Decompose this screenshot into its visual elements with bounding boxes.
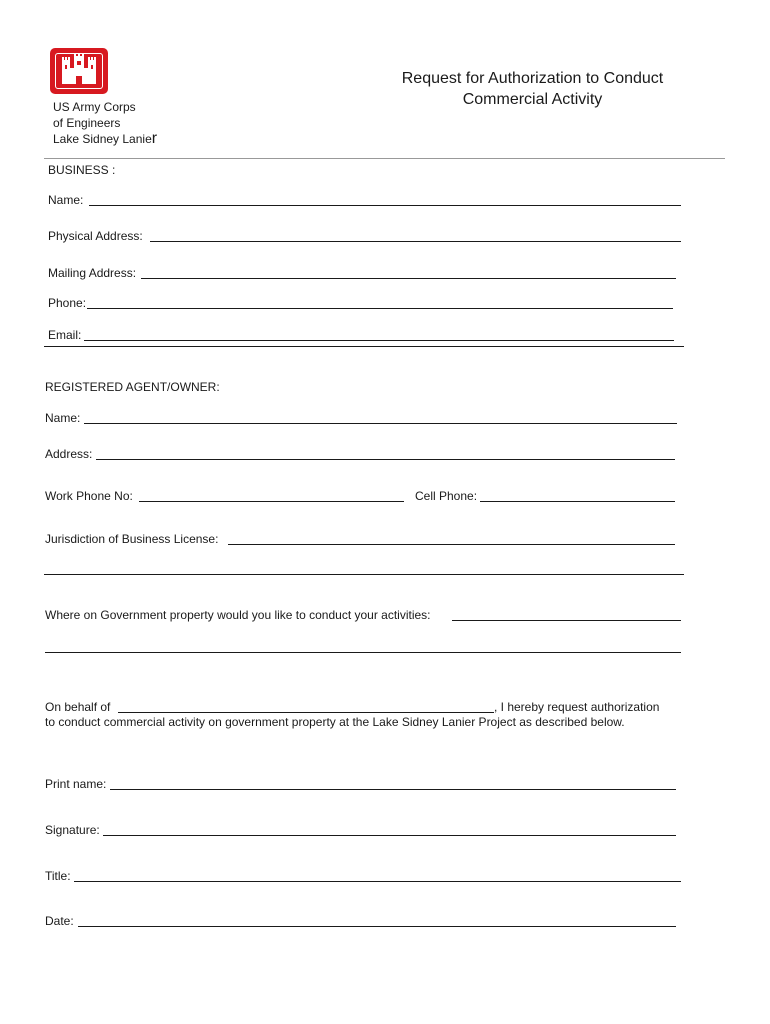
authorization-line-2: to conduct commercial activity on government property at the Lake Sidney Lanier Project as described below.	[45, 715, 625, 729]
signature-field[interactable]	[103, 835, 676, 836]
document-title	[360, 68, 705, 110]
org-line-2: of Engineers	[53, 115, 121, 130]
title-label: Title:	[45, 869, 71, 883]
business-name-field[interactable]	[89, 205, 681, 206]
location-question: Where on Government property would you like to conduct your activities:	[45, 608, 431, 622]
business-email-field[interactable]	[84, 340, 674, 341]
authorization-request-text: , I hereby request authorization	[494, 700, 660, 714]
on-behalf-field[interactable]	[118, 712, 494, 713]
agent-name-field[interactable]	[84, 423, 677, 424]
title-line-1: Request for Authorization to Conduct	[401, 70, 664, 87]
org-line-3-last: r	[151, 130, 158, 147]
business-email-label: Email:	[48, 328, 82, 342]
date-field[interactable]	[78, 926, 676, 927]
business-physical-address-label: Physical Address:	[48, 229, 143, 243]
business-name-label: Name:	[48, 193, 84, 207]
title-line-2: Commercial Activity	[462, 91, 603, 108]
agent-cell-phone-field[interactable]	[480, 501, 675, 502]
agent-section-divider	[44, 574, 684, 575]
org-line-3-text: Lake Sidney Lanie	[53, 132, 152, 146]
business-mailing-address-field[interactable]	[141, 278, 676, 279]
header-divider	[44, 158, 725, 159]
location-field-line-1[interactable]	[452, 620, 681, 621]
business-mailing-address-label: Mailing Address:	[48, 266, 137, 280]
agent-work-phone-label: Work Phone No:	[45, 489, 133, 503]
agent-jurisdiction-field[interactable]	[228, 544, 675, 545]
org-line-1: US Army Corps	[53, 100, 136, 114]
organization-name	[53, 100, 157, 148]
date-label: Date:	[45, 914, 74, 928]
business-section-divider	[44, 346, 684, 347]
print-name-label: Print name:	[45, 777, 107, 791]
business-heading: BUSINESS :	[48, 163, 116, 177]
signature-label: Signature:	[45, 823, 100, 837]
agent-address-label: Address:	[45, 447, 93, 461]
on-behalf-label: On behalf of	[45, 700, 111, 714]
castle-icon	[56, 52, 102, 90]
business-phone-label: Phone:	[48, 296, 87, 310]
agent-jurisdiction-label: Jurisdiction of Business License:	[45, 532, 219, 546]
agent-cell-phone-label: Cell Phone:	[415, 489, 478, 503]
business-physical-address-field[interactable]	[150, 241, 681, 242]
org-line-3	[53, 131, 157, 148]
agent-heading: REGISTERED AGENT/OWNER:	[45, 380, 220, 394]
agent-work-phone-field[interactable]	[139, 501, 404, 502]
usace-logo	[50, 48, 108, 94]
business-phone-field[interactable]	[87, 308, 673, 309]
title-field[interactable]	[74, 881, 681, 882]
agent-name-label: Name:	[45, 411, 81, 425]
location-field-line-2[interactable]	[45, 652, 681, 653]
agent-address-field[interactable]	[96, 459, 675, 460]
print-name-field[interactable]	[110, 789, 676, 790]
